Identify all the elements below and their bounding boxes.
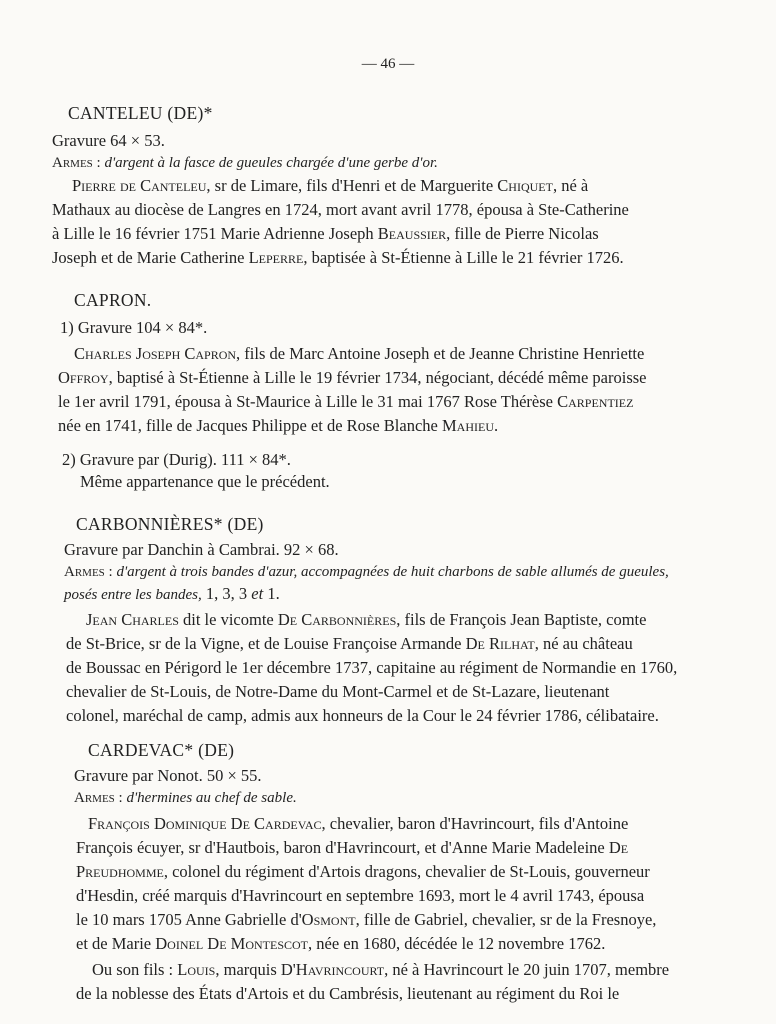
carbonnieres-para-line-1: Jean Charles dit le vicomte De Carbonnières, fils de François Jean Baptiste, comte — [86, 610, 647, 629]
cardevac-para-line-4: d'Hesdin, créé marquis d'Havrincourt en septembre 1693, mort le 4 avril 1743, épousa — [76, 886, 645, 905]
page-number: — 46 — — [361, 56, 415, 72]
cardevac-para-line-1: François Dominique De Cardevac, chevalier, baron d'Havrincourt, fils d'Antoine — [88, 814, 629, 833]
capron-same-owner: Même appartenance que le précédent. — [80, 472, 330, 491]
cardevac-para-line-6: et de Marie Doinel De Montescot, née en 1680, décédée le 12 novembre 1762. — [76, 934, 606, 953]
cardevac-para-line-2: François écuyer, sr d'Hautbois, baron d'Havrincourt, et d'Anne Marie Madeleine De — [76, 838, 629, 857]
carbonnieres-para-line-4: chevalier de St-Louis, de Notre-Dame du Mont-Carmel et de St-Lazare, lieutenant — [66, 682, 610, 701]
heading-carbonnieres: CARBONNIÈRES* (DE) — [76, 514, 264, 534]
arms-description: d'hermines au chef de sable. — [126, 790, 297, 806]
heading-cardevac: CARDEVAC* (DE) — [88, 740, 235, 760]
capron-gravure-2: 2) Gravure par (Durig). 111 × 84*. — [62, 450, 291, 469]
cardevac-arms — [74, 788, 297, 808]
canteleu-arms — [52, 153, 438, 173]
capron-para-line-4: née en 1741, fille de Jacques Philippe et de Rose Blanche Mahieu. — [58, 416, 499, 435]
carbonnieres-arms-line-1 — [64, 562, 669, 582]
carbonnieres-para-line-3: de Boussac en Périgord le 1er décembre 1737, capitaine au régiment de Normandie en 1760, — [66, 658, 678, 677]
cardevac-para-line-3: Preudhomme, colonel du régiment d'Artois dragons, chevalier de St-Louis, gouverneur — [76, 862, 650, 881]
canteleu-para-line-3: à Lille le 16 février 1751 Marie Adrienne Joseph Beaussier, fille de Pierre Nicolas — [52, 224, 599, 243]
cardevac-para-line-5: le 10 mars 1705 Anne Gabrielle d'Osmont, fille de Gabriel, chevalier, sr de la Fresnoye, — [76, 910, 657, 929]
canteleu-gravure: Gravure 64 × 53. — [52, 131, 165, 150]
cardevac-para2-line-2: de la noblesse des États d'Artois et du Cambrésis, lieutenant au régiment du Roi le — [76, 984, 620, 1003]
heading-capron: CAPRON. — [74, 290, 152, 310]
carbonnieres-gravure: Gravure par Danchin à Cambrai. 92 × 68. — [64, 540, 339, 559]
cardevac-para2-line-1: Ou son fils : Louis, marquis D'Havrincourt, né à Havrincourt le 20 juin 1707, membre — [92, 960, 670, 979]
capron-gravure-1: 1) Gravure 104 × 84*. — [60, 318, 208, 337]
capron-para-line-1: Charles Joseph Capron, fils de Marc Antoine Joseph et de Jeanne Christine Henriette — [74, 344, 645, 363]
capron-para-line-3: le 1er avril 1791, épousa à St-Maurice à Lille le 31 mai 1767 Rose Thérèse Carpentiez — [58, 392, 634, 411]
carbonnieres-para-line-5: colonel, maréchal de camp, admis aux honneurs de la Cour le 24 février 1786, célibataire. — [66, 706, 659, 725]
canteleu-para-line-4: Joseph et de Marie Catherine Leperre, baptisée à St-Étienne à Lille le 21 février 1726. — [52, 248, 624, 267]
carbonnieres-arms-line-2: posés entre les bandes, 1, 3, 3 et 1. — [64, 584, 280, 603]
cardevac-gravure: Gravure par Nonot. 50 × 55. — [74, 766, 262, 785]
canteleu-para-line-2: Mathaux au diocèse de Langres en 1724, mort avant avril 1778, épousa à Ste-Catherine — [52, 200, 629, 219]
arms-label: Armes : — [74, 790, 123, 806]
arms-label: Armes : — [64, 564, 113, 580]
arms-description: d'argent à la fasce de gueules chargée d'une gerbe d'or. — [104, 155, 438, 171]
arms-label: Armes : — [52, 155, 101, 171]
capron-para-line-2: Offroy, baptisé à St-Étienne à Lille le 19 février 1734, négociant, décédé même paroisse — [58, 368, 647, 387]
canteleu-para-line-1: Pierre de Canteleu, sr de Limare, fils d'Henri et de Marguerite Chiquet, né à — [72, 176, 589, 195]
carbonnieres-para-line-2: de St-Brice, sr de la Vigne, et de Louise Françoise Armande De Rilhat, né au château — [66, 634, 633, 653]
heading-canteleu: CANTELEU (DE)* — [68, 103, 213, 123]
arms-description: d'argent à trois bandes d'azur, accompagnées de huit charbons de sable allumés de gueules, — [116, 564, 669, 580]
